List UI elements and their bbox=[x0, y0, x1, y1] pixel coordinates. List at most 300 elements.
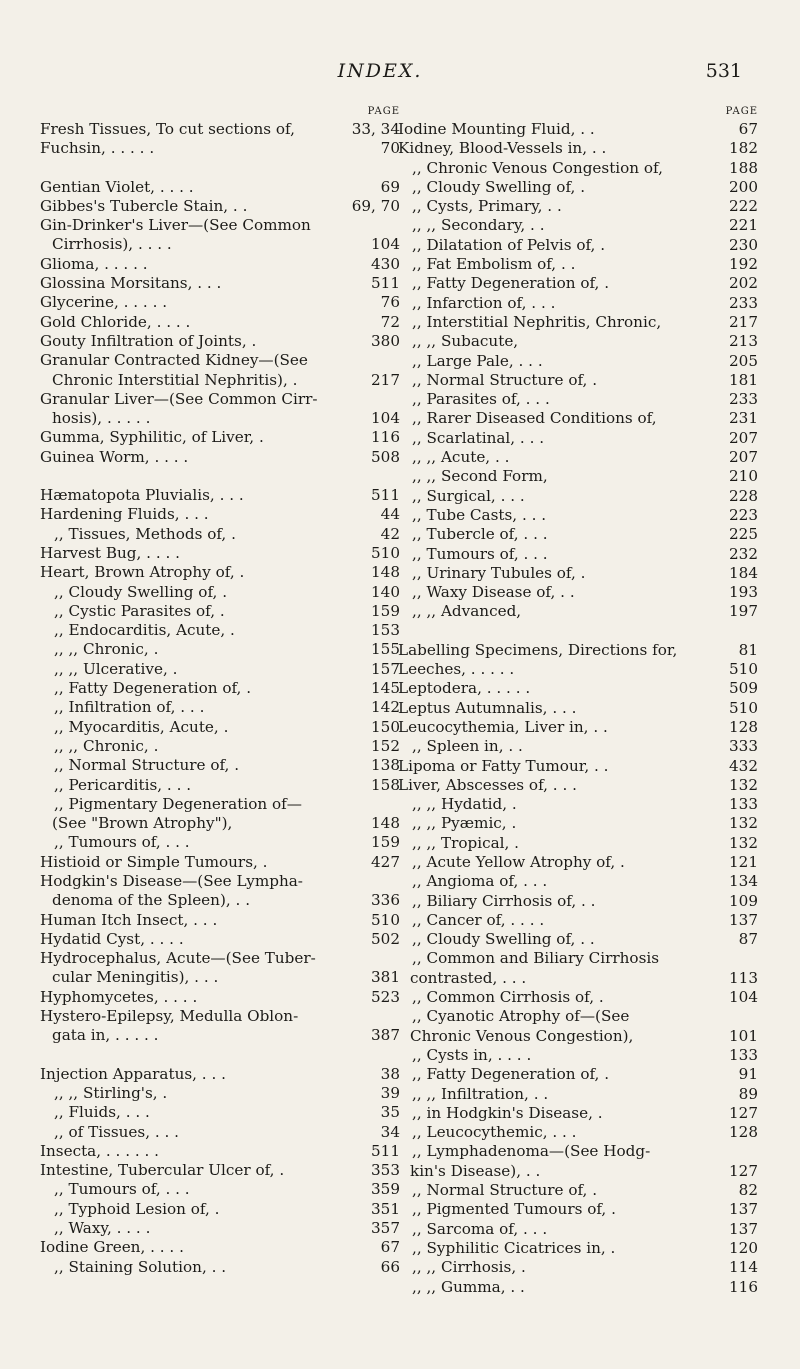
entry-text: ,, Fatty Degeneration of, . bbox=[412, 274, 610, 293]
index-entry bbox=[40, 409, 400, 428]
entry-text: ,, Tumours of, . . . bbox=[412, 544, 548, 563]
index-entry bbox=[398, 911, 758, 930]
entry-page: 35 bbox=[378, 1103, 400, 1122]
index-entry bbox=[40, 120, 400, 139]
index-entry bbox=[398, 583, 758, 602]
entry-page: 81 bbox=[736, 641, 758, 660]
entry-text: ,, Leucocythemic, . . . bbox=[412, 1123, 577, 1142]
index-entry bbox=[40, 583, 400, 602]
entry-text: ,, Staining Solution, . . bbox=[54, 1257, 227, 1276]
entry-text: ,, Urinary Tubules of, . bbox=[412, 563, 586, 582]
entry-text: ,, Cyanotic Atrophy of—(See bbox=[412, 1007, 630, 1026]
index-entry bbox=[40, 563, 400, 582]
entry-page: 511 bbox=[368, 1142, 400, 1161]
entry-text: cular Meningitis), . . . bbox=[52, 968, 219, 987]
index-entry bbox=[40, 698, 400, 717]
index-entry bbox=[40, 235, 400, 254]
entry-text: ,, Pericarditis, . . . bbox=[54, 775, 192, 794]
entry-text: ,, Waxy Disease of, . . bbox=[412, 583, 575, 602]
entry-page: 159 bbox=[368, 833, 400, 852]
entry-text: Histioid or Simple Tumours, . bbox=[40, 852, 268, 871]
entry-text: Gin-Drinker's Liver—(See Common bbox=[40, 216, 311, 235]
entry-text: ,, Surgical, . . . bbox=[412, 486, 525, 505]
entry-page: 133 bbox=[726, 1046, 758, 1065]
index-entry bbox=[40, 814, 400, 833]
entry-page: 157 bbox=[368, 660, 400, 679]
index-entry bbox=[40, 1103, 400, 1122]
entry-text: denoma of the Spleen), . . bbox=[52, 891, 251, 910]
index-entry bbox=[398, 255, 758, 274]
entry-text: ,, Myocarditis, Acute, . bbox=[54, 717, 229, 736]
index-entry bbox=[398, 139, 758, 158]
index-entry bbox=[398, 1220, 758, 1239]
entry-page: 120 bbox=[726, 1239, 758, 1258]
index-entry bbox=[398, 699, 758, 718]
index-entry bbox=[40, 1142, 400, 1161]
entry-text: ,, Tumours of, . . . bbox=[54, 833, 190, 852]
entry-text: Heart, Brown Atrophy of, . bbox=[40, 563, 245, 582]
entry-page: 153 bbox=[368, 621, 400, 640]
entry-page: 427 bbox=[368, 853, 400, 872]
entry-text: ,, Cloudy Swelling of, . bbox=[412, 177, 586, 196]
index-entry bbox=[398, 216, 758, 235]
entry-text: ,, Waxy, . . . . bbox=[54, 1219, 151, 1238]
entry-text: Gumma, Syphilitic, of Liver, . bbox=[40, 428, 264, 447]
entry-text: Cirrhosis), . . . . bbox=[52, 235, 172, 254]
entry-page: 148 bbox=[368, 563, 400, 582]
entry-page: 207 bbox=[726, 448, 758, 467]
entry-page: 432 bbox=[726, 757, 758, 776]
index-entry bbox=[398, 236, 758, 255]
entry-text: ,, Cystic Parasites of, . bbox=[54, 601, 225, 620]
entry-text: ,, Chronic Venous Congestion of, bbox=[412, 158, 663, 177]
entry-page: 523 bbox=[368, 988, 400, 1007]
index-entry bbox=[40, 390, 400, 409]
index-entry bbox=[40, 1238, 400, 1257]
entry-page: 207 bbox=[726, 429, 758, 448]
index-entry bbox=[398, 352, 758, 371]
entry-text: ,, ,, Cirrhosis, . bbox=[412, 1258, 526, 1277]
entry-text: ,, Cysts in, . . . . bbox=[412, 1045, 532, 1064]
index-entry bbox=[40, 660, 400, 679]
index-entry bbox=[398, 1046, 758, 1065]
index-entry bbox=[40, 448, 400, 467]
entry-page: 158 bbox=[368, 776, 400, 795]
index-entry bbox=[40, 853, 400, 872]
index-entry bbox=[398, 641, 758, 660]
entry-text: ,, Normal Structure of, . bbox=[54, 756, 240, 775]
entry-text: hosis), . . . . . bbox=[52, 409, 151, 428]
left-page-label: PAGE bbox=[367, 106, 400, 117]
entry-page: 132 bbox=[726, 834, 758, 853]
entry-page: 148 bbox=[368, 814, 400, 833]
entry-text: ,, Acute Yellow Atrophy of, . bbox=[412, 852, 625, 871]
index-entry bbox=[40, 949, 400, 968]
entry-text: ,, Fluids, . . . bbox=[54, 1103, 150, 1122]
entry-text: ,, Cancer of, . . . . bbox=[412, 910, 545, 929]
entry-page: 72 bbox=[378, 313, 400, 332]
entry-page: 184 bbox=[726, 564, 758, 583]
entry-text: Glossina Morsitans, . . . bbox=[40, 274, 222, 293]
entry-page: 70 bbox=[378, 139, 400, 158]
page-title: INDEX. bbox=[337, 60, 423, 82]
entry-page: 221 bbox=[726, 216, 758, 235]
entry-text: ,, Tissues, Methods of, . bbox=[54, 524, 236, 543]
entry-text: Harvest Bug, . . . . bbox=[40, 543, 180, 562]
entry-text: contrasted, . . . bbox=[410, 968, 527, 987]
entry-page: 142 bbox=[368, 698, 400, 717]
entry-page: 66 bbox=[378, 1258, 400, 1277]
index-entry bbox=[40, 1065, 400, 1084]
entry-page: 359 bbox=[368, 1180, 400, 1199]
index-entry bbox=[40, 968, 400, 987]
entry-text: Leeches, . . . . . bbox=[398, 660, 515, 679]
index-entry bbox=[398, 545, 758, 564]
entry-text: ,, Biliary Cirrhosis of, . . bbox=[412, 891, 596, 910]
index-entry bbox=[40, 737, 400, 756]
section-gap bbox=[40, 159, 400, 178]
entry-text: ,, ,, Tropical, . bbox=[412, 833, 519, 852]
entry-text: Injection Apparatus, . . . bbox=[40, 1064, 226, 1083]
entry-page: 104 bbox=[368, 409, 400, 428]
entry-page: 217 bbox=[368, 371, 400, 390]
index-entry bbox=[398, 409, 758, 428]
index-entry bbox=[398, 1142, 758, 1161]
entry-text: ,, Interstitial Nephritis, Chronic, bbox=[412, 312, 662, 331]
index-entry bbox=[398, 506, 758, 525]
entry-text: ,, Spleen in, . . bbox=[412, 737, 523, 756]
entry-page: 138 bbox=[368, 756, 400, 775]
index-entry bbox=[40, 293, 400, 312]
index-entry bbox=[398, 1162, 758, 1181]
entry-text: ,, Tubercle of, . . . bbox=[412, 525, 548, 544]
index-entry bbox=[40, 525, 400, 544]
entry-page: 134 bbox=[726, 872, 758, 891]
entry-page: 67 bbox=[378, 1238, 400, 1257]
entry-text: ,, Endocarditis, Acute, . bbox=[54, 621, 235, 640]
index-entry bbox=[40, 911, 400, 930]
index-entry bbox=[398, 1258, 758, 1277]
entry-text: ,, Tube Casts, . . . bbox=[412, 505, 547, 524]
entry-text: Human Itch Insect, . . . bbox=[40, 910, 218, 929]
entry-text: Iodine Mounting Fluid, . . bbox=[398, 120, 595, 138]
index-entry bbox=[398, 853, 758, 872]
entry-text: gata in, . . . . . bbox=[52, 1026, 159, 1045]
index-entry bbox=[398, 371, 758, 390]
entry-page: 76 bbox=[378, 293, 400, 312]
index-entry bbox=[398, 178, 758, 197]
entry-page: 33, 34 bbox=[349, 120, 400, 139]
entry-page: 188 bbox=[726, 159, 758, 178]
entry-page: 34 bbox=[378, 1123, 400, 1142]
index-entry bbox=[398, 313, 758, 332]
index-entry bbox=[398, 737, 758, 756]
entry-page: 200 bbox=[726, 178, 758, 197]
index-entry bbox=[398, 814, 758, 833]
entry-text: ,, Dilatation of Pelvis of, . bbox=[412, 235, 606, 254]
entry-text: Iodine Green, . . . . bbox=[40, 1238, 184, 1257]
index-entry bbox=[398, 197, 758, 216]
index-entry bbox=[40, 505, 400, 524]
entry-page: 104 bbox=[368, 235, 400, 254]
index-entry bbox=[398, 1123, 758, 1142]
index-entry bbox=[398, 1065, 758, 1084]
index-entry bbox=[40, 544, 400, 563]
entry-page: 128 bbox=[726, 1123, 758, 1142]
entry-page: 387 bbox=[368, 1026, 400, 1045]
entry-text: kin's Disease), . . bbox=[410, 1161, 541, 1180]
entry-text: Glioma, . . . . . bbox=[40, 254, 148, 273]
entry-page: 150 bbox=[368, 718, 400, 737]
entry-text: ,, ,, Pyæmic, . bbox=[412, 814, 517, 833]
entry-page: 89 bbox=[736, 1085, 758, 1104]
index-entry bbox=[40, 274, 400, 293]
index-entry bbox=[40, 371, 400, 390]
entry-text: ,, Normal Structure of, . bbox=[412, 370, 598, 389]
index-entry bbox=[398, 274, 758, 293]
entry-text: Labelling Specimens, Directions for, bbox=[398, 640, 678, 659]
index-entry bbox=[40, 1219, 400, 1238]
entry-page: 114 bbox=[726, 1258, 758, 1277]
entry-page: 223 bbox=[726, 506, 758, 525]
index-entry bbox=[40, 872, 400, 891]
index-entry bbox=[398, 429, 758, 448]
entry-text: Kidney, Blood-Vessels in, . . bbox=[398, 139, 607, 158]
index-entry bbox=[40, 1200, 400, 1219]
entry-page: 228 bbox=[726, 487, 758, 506]
index-entry bbox=[398, 892, 758, 911]
entry-page: 336 bbox=[368, 891, 400, 910]
entry-text: ,, ,, Ulcerative, . bbox=[54, 659, 178, 678]
entry-text: Leucocythemia, Liver in, . . bbox=[398, 717, 608, 736]
index-entry bbox=[40, 178, 400, 197]
entry-page: 233 bbox=[726, 294, 758, 313]
entry-text: ,, Fatty Degeneration of, . bbox=[54, 679, 252, 698]
entry-text: Guinea Worm, . . . . bbox=[40, 447, 189, 466]
index-entry bbox=[398, 294, 758, 313]
entry-text: Fuchsin, . . . . . bbox=[40, 139, 155, 158]
entry-page: 217 bbox=[726, 313, 758, 332]
entry-text: Leptus Autumnalis, . . . bbox=[398, 698, 577, 717]
entry-text: ,, Tumours of, . . . bbox=[54, 1180, 190, 1199]
right-entries bbox=[398, 120, 758, 1297]
entry-page: 222 bbox=[726, 197, 758, 216]
entry-page: 511 bbox=[368, 274, 400, 293]
left-entries bbox=[40, 120, 400, 1277]
entry-text: ,, Sarcoma of, . . . bbox=[412, 1219, 548, 1238]
index-entry bbox=[40, 428, 400, 447]
entry-text: ,, ,, Infiltration, . . bbox=[412, 1084, 549, 1103]
entry-page: 133 bbox=[726, 795, 758, 814]
entry-page: 230 bbox=[726, 236, 758, 255]
entry-text: ,, ,, Hydatid, . bbox=[412, 795, 517, 814]
index-entry bbox=[40, 216, 400, 235]
entry-text: ,, Normal Structure of, . bbox=[412, 1181, 598, 1200]
entry-page: 333 bbox=[726, 737, 758, 756]
entry-page: 193 bbox=[726, 583, 758, 602]
entry-text: Fresh Tissues, To cut sections of, bbox=[40, 120, 295, 138]
entry-text: ,, Angioma of, . . . bbox=[412, 872, 548, 891]
entry-text: Liver, Abscesses of, . . . bbox=[398, 775, 577, 794]
index-entry bbox=[398, 795, 758, 814]
index-entry bbox=[398, 1181, 758, 1200]
entry-page: 225 bbox=[726, 525, 758, 544]
entry-text: ,, Rarer Diseased Conditions of, bbox=[412, 409, 657, 428]
entry-text: ,, of Tissues, . . . bbox=[54, 1122, 180, 1141]
index-entry bbox=[398, 872, 758, 891]
index-entry bbox=[398, 1239, 758, 1258]
entry-text: Hodgkin's Disease—(See Lympha- bbox=[40, 871, 303, 890]
entry-page: 182 bbox=[726, 139, 758, 158]
entry-text: Hardening Fluids, . . . bbox=[40, 505, 209, 524]
section-gap bbox=[40, 467, 400, 486]
entry-text: Gold Chloride, . . . . bbox=[40, 312, 191, 331]
entry-text: ,, Parasites of, . . . bbox=[412, 390, 550, 409]
index-entry bbox=[398, 564, 758, 583]
index-entry bbox=[40, 255, 400, 274]
entry-page: 121 bbox=[726, 853, 758, 872]
entry-text: ,, ,, Advanced, bbox=[412, 602, 522, 621]
entry-page: 510 bbox=[368, 544, 400, 563]
index-entry bbox=[40, 332, 400, 351]
entry-page: 380 bbox=[368, 332, 400, 351]
entry-text: Glycerine, . . . . . bbox=[40, 293, 168, 312]
entry-text: Intestine, Tubercular Ulcer of, . bbox=[40, 1161, 285, 1180]
page-header bbox=[0, 60, 800, 90]
entry-page: 69 bbox=[378, 178, 400, 197]
entry-text: ,, ,, Gumma, . . bbox=[412, 1277, 525, 1296]
entry-page: 39 bbox=[378, 1084, 400, 1103]
entry-text: Insecta, . . . . . . bbox=[40, 1141, 159, 1160]
entry-page: 232 bbox=[726, 545, 758, 564]
entry-page: 231 bbox=[726, 409, 758, 428]
index-entry bbox=[40, 621, 400, 640]
entry-page: 69, 70 bbox=[349, 197, 400, 216]
entry-page: 205 bbox=[726, 352, 758, 371]
entry-page: 137 bbox=[726, 1220, 758, 1239]
index-entry bbox=[40, 640, 400, 659]
index-entry bbox=[40, 139, 400, 158]
entry-page: 42 bbox=[378, 525, 400, 544]
index-entry bbox=[40, 1026, 400, 1045]
entry-page: 132 bbox=[726, 776, 758, 795]
entry-text: Hyphomycetes, . . . . bbox=[40, 987, 198, 1006]
entry-page: 116 bbox=[726, 1278, 758, 1297]
index-entry bbox=[40, 1161, 400, 1180]
entry-text: Lipoma or Fatty Tumour, . . bbox=[398, 756, 609, 775]
entry-text: ,, ,, Chronic, . bbox=[54, 736, 159, 755]
index-entry bbox=[398, 159, 758, 178]
entry-page: 145 bbox=[368, 679, 400, 698]
entry-text: ,, Infiltration of, . . . bbox=[54, 698, 205, 717]
entry-page: 351 bbox=[368, 1200, 400, 1219]
entry-page: 381 bbox=[368, 968, 400, 987]
entry-text: (See "Brown Atrophy"), bbox=[52, 814, 233, 833]
entry-page: 210 bbox=[726, 467, 758, 486]
index-entry bbox=[40, 1180, 400, 1199]
entry-text: Leptodera, . . . . . bbox=[398, 679, 531, 698]
entry-page: 509 bbox=[726, 679, 758, 698]
entry-page: 213 bbox=[726, 332, 758, 351]
index-entry bbox=[40, 776, 400, 795]
entry-text: ,, Scarlatinal, . . . bbox=[412, 428, 545, 447]
index-entry bbox=[40, 930, 400, 949]
entry-text: ,, Fat Embolism of, . . bbox=[412, 255, 576, 274]
entry-text: ,, Fatty Degeneration of, . bbox=[412, 1065, 610, 1084]
entry-text: Hydrocephalus, Acute—(See Tuber- bbox=[40, 949, 316, 968]
index-entry bbox=[398, 120, 758, 139]
index-entry bbox=[398, 834, 758, 853]
right-index-column bbox=[398, 106, 758, 1297]
index-entry bbox=[398, 969, 758, 988]
entry-text: ,, ,, Chronic, . bbox=[54, 640, 159, 659]
entry-text: ,, Large Pale, . . . bbox=[412, 351, 543, 370]
index-entry bbox=[398, 757, 758, 776]
index-entry bbox=[398, 679, 758, 698]
index-entry bbox=[398, 1085, 758, 1104]
entry-text: ,, ,, Stirling's, . bbox=[54, 1083, 168, 1102]
entry-text: ,, Pigmentary Degeneration of— bbox=[54, 794, 302, 813]
entry-text: Gentian Violet, . . . . bbox=[40, 177, 194, 196]
entry-text: ,, Infarction of, . . . bbox=[412, 293, 556, 312]
index-entry bbox=[40, 197, 400, 216]
entry-page: 511 bbox=[368, 486, 400, 505]
index-entry bbox=[398, 660, 758, 679]
entry-text: Chronic Interstitial Nephritis), . bbox=[52, 370, 298, 389]
index-entry bbox=[398, 930, 758, 949]
index-entry bbox=[40, 1123, 400, 1142]
entry-page: 132 bbox=[726, 814, 758, 833]
entry-text: ,, Cloudy Swelling of, . bbox=[54, 582, 228, 601]
index-entry bbox=[398, 332, 758, 351]
entry-page: 137 bbox=[726, 1200, 758, 1219]
entry-page: 87 bbox=[736, 930, 758, 949]
entry-text: ,, ,, Subacute, bbox=[412, 332, 519, 351]
entry-text: Granular Contracted Kidney—(See bbox=[40, 351, 308, 370]
entry-page: 202 bbox=[726, 274, 758, 293]
index-entry bbox=[40, 313, 400, 332]
entry-page: 101 bbox=[726, 1027, 758, 1046]
entry-page: 38 bbox=[378, 1065, 400, 1084]
entry-page: 109 bbox=[726, 892, 758, 911]
entry-page: 137 bbox=[726, 911, 758, 930]
entry-page: 127 bbox=[726, 1162, 758, 1181]
entry-page: 113 bbox=[726, 969, 758, 988]
index-entry bbox=[40, 756, 400, 775]
entry-text: Granular Liver—(See Common Cirr- bbox=[40, 389, 318, 408]
entry-text: Chronic Venous Congestion), bbox=[410, 1026, 634, 1045]
index-entry bbox=[40, 486, 400, 505]
entry-page: 159 bbox=[368, 602, 400, 621]
index-entry bbox=[398, 988, 758, 1007]
index-entry bbox=[398, 718, 758, 737]
index-entry bbox=[40, 1007, 400, 1026]
section-gap bbox=[40, 1046, 400, 1065]
index-entry bbox=[40, 602, 400, 621]
entry-page: 197 bbox=[726, 602, 758, 621]
entry-page: 233 bbox=[726, 390, 758, 409]
entry-text: ,, Syphilitic Cicatrices in, . bbox=[412, 1238, 616, 1257]
entry-page: 502 bbox=[368, 930, 400, 949]
entry-text: Gibbes's Tubercle Stain, . . bbox=[40, 196, 248, 215]
index-entry bbox=[398, 467, 758, 486]
entry-text: ,, ,, Secondary, . . bbox=[412, 216, 545, 235]
index-entry bbox=[40, 1258, 400, 1277]
entry-page: 82 bbox=[736, 1181, 758, 1200]
entry-page: 155 bbox=[368, 640, 400, 659]
entry-page: 127 bbox=[726, 1104, 758, 1123]
entry-text: ,, Cysts, Primary, . . bbox=[412, 197, 562, 216]
